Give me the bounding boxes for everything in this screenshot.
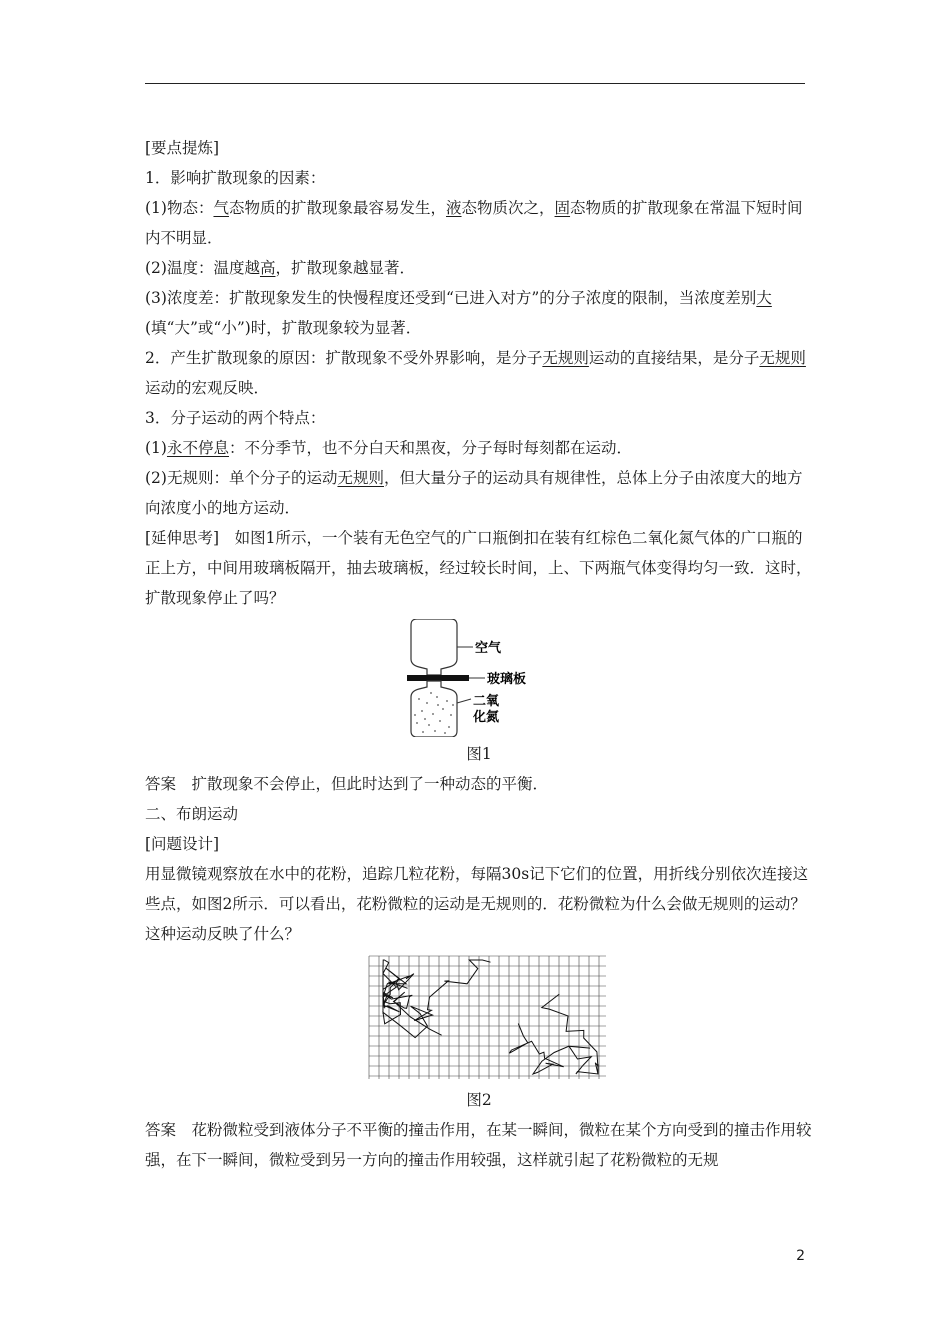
figure-1-caption: 图1 xyxy=(466,745,492,763)
figure-2 xyxy=(145,955,813,1085)
figure-2-caption: 图2 xyxy=(466,1091,492,1109)
item1-a: (1)物态：气态物质的扩散现象最容易发生，液态物质次之，固态物质的扩散现象在常温下短时间内不明显． xyxy=(145,199,803,247)
answer-1: 答案 扩散现象不会停止，但此时达到了一种动态的平衡． xyxy=(145,775,549,793)
header-rule xyxy=(145,83,805,84)
item2: 2．产生扩散现象的原因：扩散现象不受外界影响，是分子无规则运动的直接结果，是分子无规则运动的宏观反映． xyxy=(145,349,806,397)
document-body xyxy=(145,133,813,1175)
item3-title: 3．分子运动的两个特点： xyxy=(145,409,326,427)
item3-b: (2)无规则：单个分子的运动无规则，但大量分子的运动具有规律性，总体上分子由浓度大的地方向浓度小的地方运动． xyxy=(145,469,803,517)
label-air: 空气 xyxy=(475,641,502,656)
extend-thinking: [延伸思考] 如图1所示，一个装有无色空气的广口瓶倒扣在装有红棕色二氧化氮气体的广口瓶的正上方，中间用玻璃板隔开，抽去玻璃板，经过较长时间，上、下两瓶气体变得均匀一致．这时，扩散现象停止了吗？ xyxy=(145,529,812,607)
item1-b: (2)温度：温度越高，扩散现象越显著． xyxy=(145,259,415,277)
bottle-diagram xyxy=(407,619,557,737)
item3-a: (1)永不停息：不分季节，也不分白天和黑夜，分子每时每刻都在运动． xyxy=(145,439,632,457)
figure-1 xyxy=(145,619,813,739)
label-glass-plate: 玻璃板 xyxy=(487,672,527,687)
particle-trace xyxy=(383,968,442,1035)
brownian-grid xyxy=(368,955,608,1081)
glass-plate-shape xyxy=(407,675,469,681)
section-2-title: 二、布朗运动 xyxy=(145,805,239,823)
item1-c: (3)浓度差：扩散现象发生的快慢程度还受到“已进入对方”的分子浓度的限制，当浓度差别大(填“大”或“小”)时，扩散现象较为显著． xyxy=(145,289,772,337)
label-no2-line1: 二氧 xyxy=(473,694,500,709)
answer-2: 答案 花粉微粒受到液体分子不平衡的撞击作用，在某一瞬间，微粒在某个方向受到的撞击作用较强，在下一瞬间，微粒受到另一方向的撞击作用较强，这样就引起了花粉微粒的无规 xyxy=(145,1121,812,1169)
key-points-heading: [要点提炼] xyxy=(145,139,220,157)
question-text: 用显微镜观察放在水中的花粉，追踪几粒花粉，每隔30s记下它们的位置，用折线分别依次连接这些点，如图2所示．可以看出，花粉微粒的运动是无规则的．花粉微粒为什么会做无规则的运动？这种运动反映了什么？ xyxy=(145,865,809,943)
label-no2-line2: 化氮 xyxy=(473,710,500,725)
item1-title: 1．影响扩散现象的因素： xyxy=(145,169,326,187)
problem-design-heading: [问题设计] xyxy=(145,835,220,853)
page-number: 2 xyxy=(796,1248,805,1264)
